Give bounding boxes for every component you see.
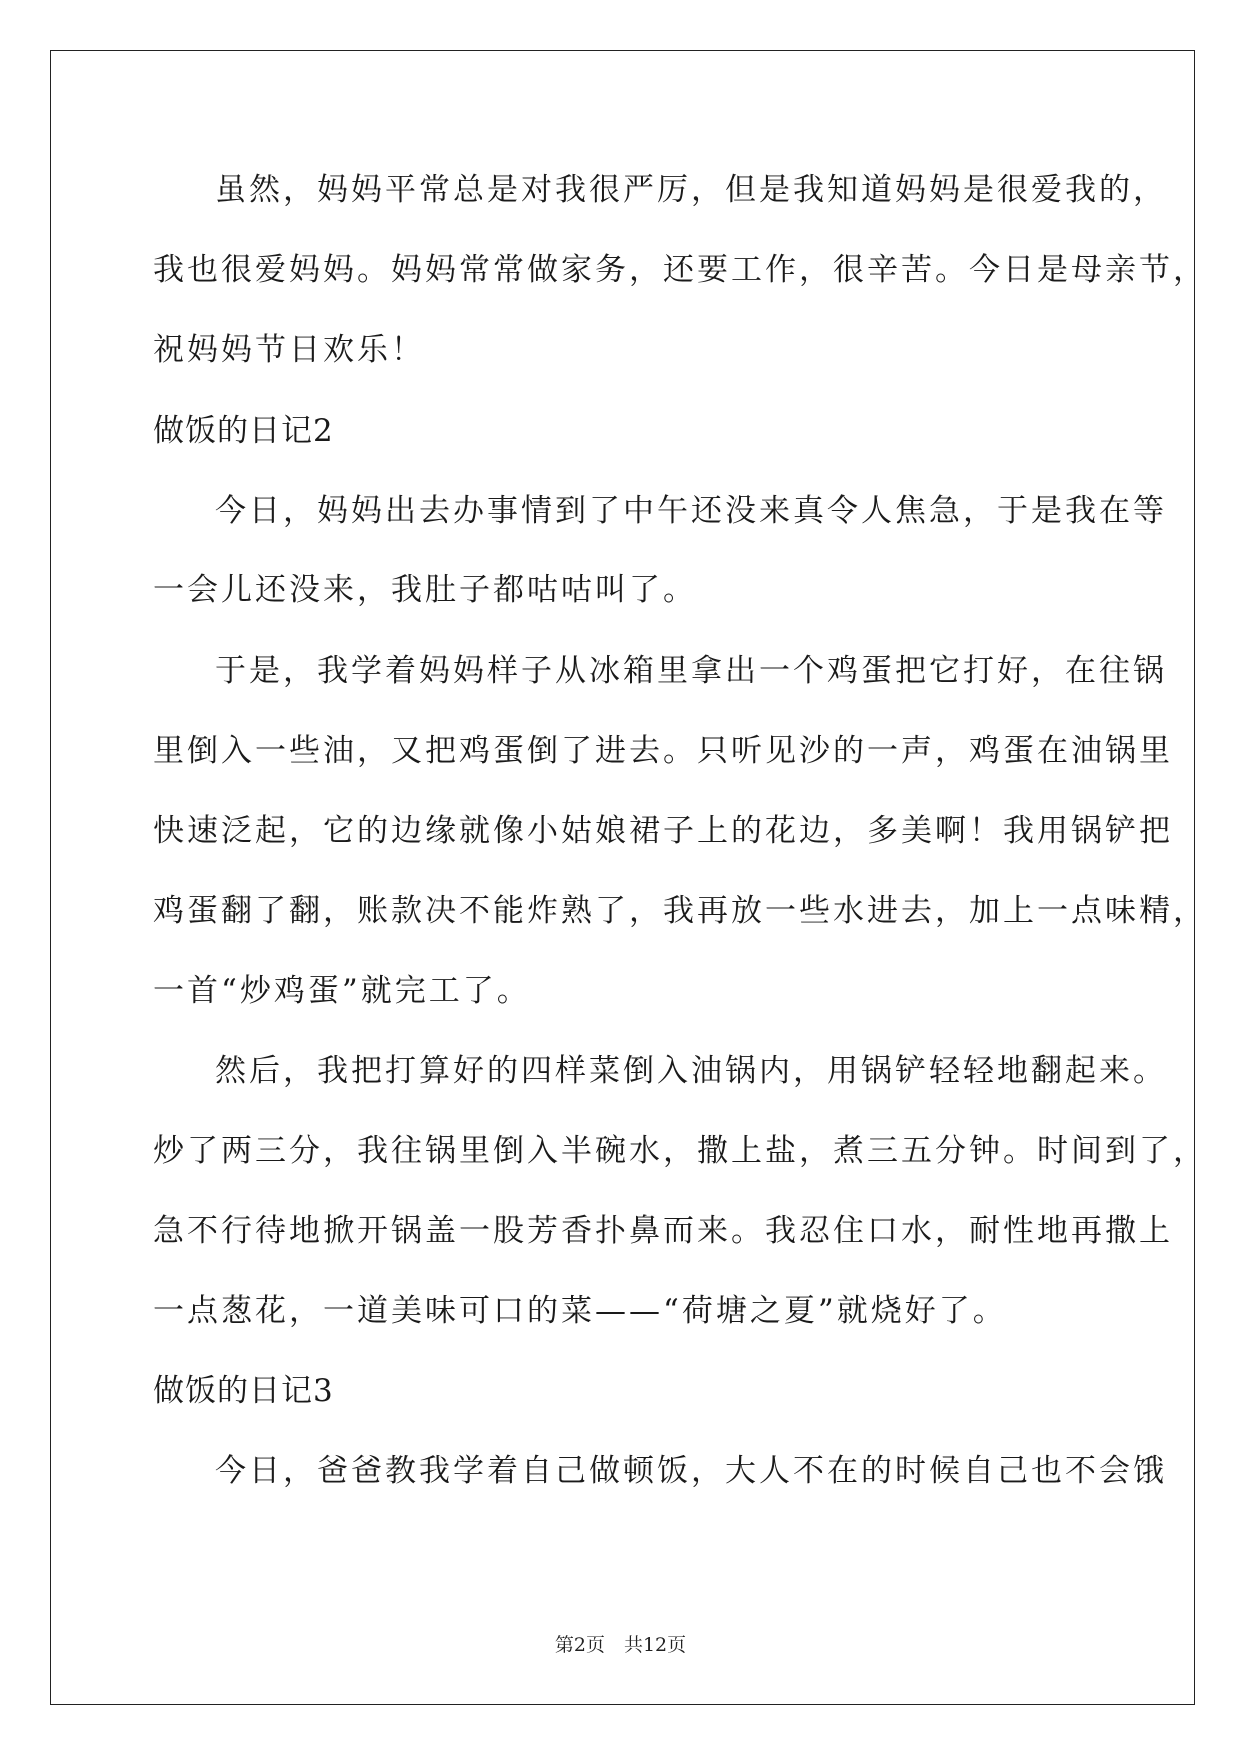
section-heading: 做饭的日记2 [153,413,334,449]
paragraph-line: 一首“炒鸡蛋”就完工了。 [153,973,531,1009]
paragraph-line: 我也很爱妈妈。妈妈常常做家务，还要工作，很辛苦。今日是母亲节， [153,252,1207,288]
paragraph-line: 急不行待地掀开锅盖一股芳香扑鼻而来。我忍住口水，耐性地再撒上 [153,1213,1173,1249]
paragraph-line: 今日，爸爸教我学着自己做顿饭，大人不在的时候自己也不会饿 [215,1453,1167,1489]
paragraph-line: 虽然，妈妈平常总是对我很严厉，但是我知道妈妈是很爱我的， [215,172,1167,208]
paragraph-line: 炒了两三分，我往锅里倒入半碗水，撒上盐，煮三五分钟。时间到了， [153,1133,1207,1169]
section-heading: 做饭的日记3 [153,1373,334,1409]
paragraph-line: 鸡蛋翻了翻，账款决不能炸熟了，我再放一些水进去，加上一点味精， [153,893,1207,929]
paragraph-line: 今日，妈妈出去办事情到了中午还没来真令人焦急，于是我在等 [215,493,1167,529]
paragraph-line: 里倒入一些油，又把鸡蛋倒了进去。只听见沙的一声，鸡蛋在油锅里 [153,733,1173,769]
paragraph-line: 一点葱花，一道美味可口的菜——“荷塘之夏”就烧好了。 [153,1293,1007,1329]
page-number-footer: 第2页 共12页 [554,1634,687,1656]
paragraph-line: 于是，我学着妈妈样子从冰箱里拿出一个鸡蛋把它打好，在往锅 [215,653,1167,689]
paragraph-line: 祝妈妈节日欢乐！ [153,332,425,368]
paragraph-line: 一会儿还没来，我肚子都咕咕叫了。 [153,572,697,608]
paragraph-line: 快速泛起，它的边缘就像小姑娘裙子上的花边，多美啊！我用锅铲把 [153,813,1173,849]
paragraph-line: 然后，我把打算好的四样菜倒入油锅内，用锅铲轻轻地翻起来。 [215,1053,1167,1089]
